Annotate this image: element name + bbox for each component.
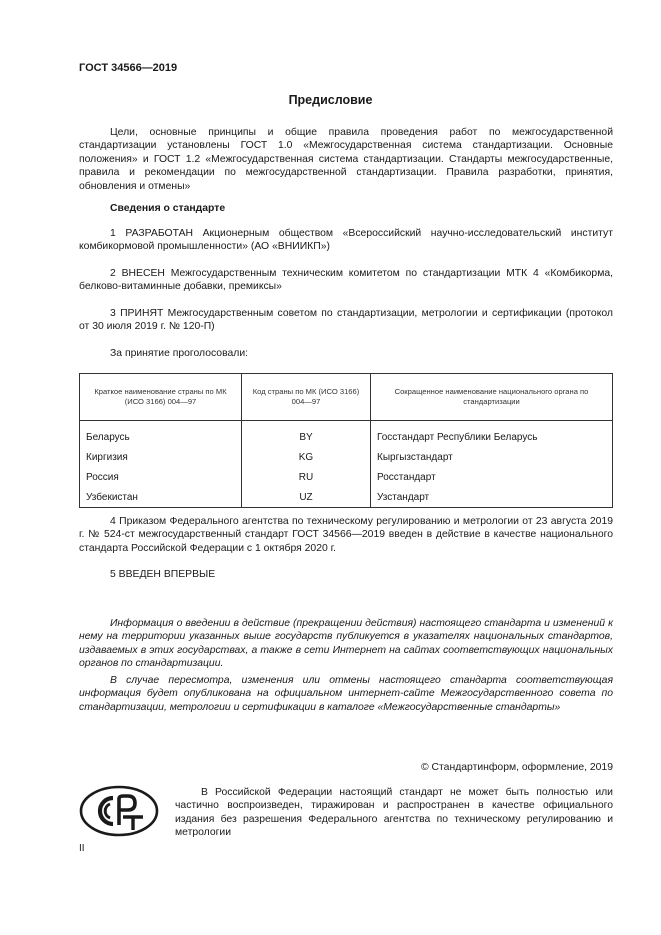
cell-code: KG: [242, 447, 371, 467]
cell-country: Россия: [80, 467, 242, 487]
vote-intro: За принятие проголосовали:: [110, 348, 249, 359]
col-header-code: Код страны по МК (ИСО 3166) 004—97: [242, 374, 371, 421]
table-row: [80, 447, 613, 467]
item-3-adopted: 3 ПРИНЯТ Межгосударственным советом по стандартизации, метрологии и сертификации (протокол от 30 июля 2019 г. № 120-П): [79, 308, 613, 333]
intro-paragraph: Цели, основные принципы и общие правила проведения работ по межгосударственной стандартизации установлены ГОСТ 1.0 «Межгосударственная система стандартизации. Основные положения» и ГОСТ 1.2 «Межгосударственная система стандартизации. Стандарты межгосударственные, правила и рекомендации по межгосударственной стандартизации. Правила разработки, принятия, обновления и отмены»: [79, 127, 613, 192]
standard-info-heading: Сведения о стандарте: [110, 203, 226, 214]
item-5-first-introduced: 5 ВВЕДЕН ВПЕРВЫЕ: [110, 569, 216, 580]
gost-r-certification-mark-icon: [79, 785, 159, 842]
document-header: ГОСТ 34566—2019: [79, 62, 178, 74]
cell-body: Росстандарт: [371, 467, 613, 487]
notice-info-publication: Информация о введении в действие (прекращении действия) настоящего стандарта и изменений к нему на территории указанных выше государств публикуется в указателях национальных стандартов, издаваемых в этих государствах, а также в сети Интернет на сайтах соответствующих национальных органов по стандартизации.: [79, 618, 613, 670]
cell-country: Беларусь: [80, 421, 242, 448]
notice-revision: В случае пересмотра, изменения или отмены настоящего стандарта соответствующая информация будет опубликована на официальном интернет-сайте Межгосударственного совета по стандартизации, метрологии и сертификации в каталоге «Межгосударственные стандарты»: [79, 675, 613, 713]
col-header-country: Краткое наименование страны по МК (ИСО 3166) 004—97: [80, 374, 242, 421]
cell-country: Киргизия: [80, 447, 242, 467]
table-header-row: [80, 374, 613, 421]
table-row: [80, 487, 613, 508]
cell-code: UZ: [242, 487, 371, 508]
reproduction-notice: В Российской Федерации настоящий стандарт не может быть полностью или частично воспроизведен, тиражирован и распространен в качестве официального издания без разрешения Федерального агентства по техническому регулированию и метрологии: [175, 787, 613, 839]
copyright-line: © Стандартинформ, оформление, 2019: [420, 762, 613, 773]
cell-code: RU: [242, 467, 371, 487]
table-row: [80, 467, 613, 487]
item-1-developed: 1 РАЗРАБОТАН Акционерным обществом «Всероссийский научно-исследовательский институт комбикормовой промышленности» (АО «ВНИИКП»): [79, 228, 613, 253]
item-2-introduced: 2 ВНЕСЕН Межгосударственным техническим комитетом по стандартизации МТК 4 «Комбикорма, белково-витаминные добавки, премиксы»: [79, 268, 613, 293]
col-header-body: Сокращенное наименование национального органа по стандартизации: [371, 374, 613, 421]
item-4-order: 4 Приказом Федерального агентства по техническому регулированию и метрологии от 23 августа 2019 г. № 524-ст межгосударственный стандарт ГОСТ 34566—2019 введен в действие в качестве национального стандарта Российской Федерации с 1 октября 2020 г.: [79, 516, 613, 554]
cell-body: Госстандарт Республики Беларусь: [371, 421, 613, 448]
cell-code: BY: [242, 421, 371, 448]
page-number: II: [79, 843, 85, 854]
table-row: [80, 421, 613, 448]
cell-body: Кыргызстандарт: [371, 447, 613, 467]
cell-body: Узстандарт: [371, 487, 613, 508]
page-title: Предисловие: [288, 93, 373, 107]
voting-countries-table: [79, 373, 613, 508]
cell-country: Узбекистан: [80, 487, 242, 508]
